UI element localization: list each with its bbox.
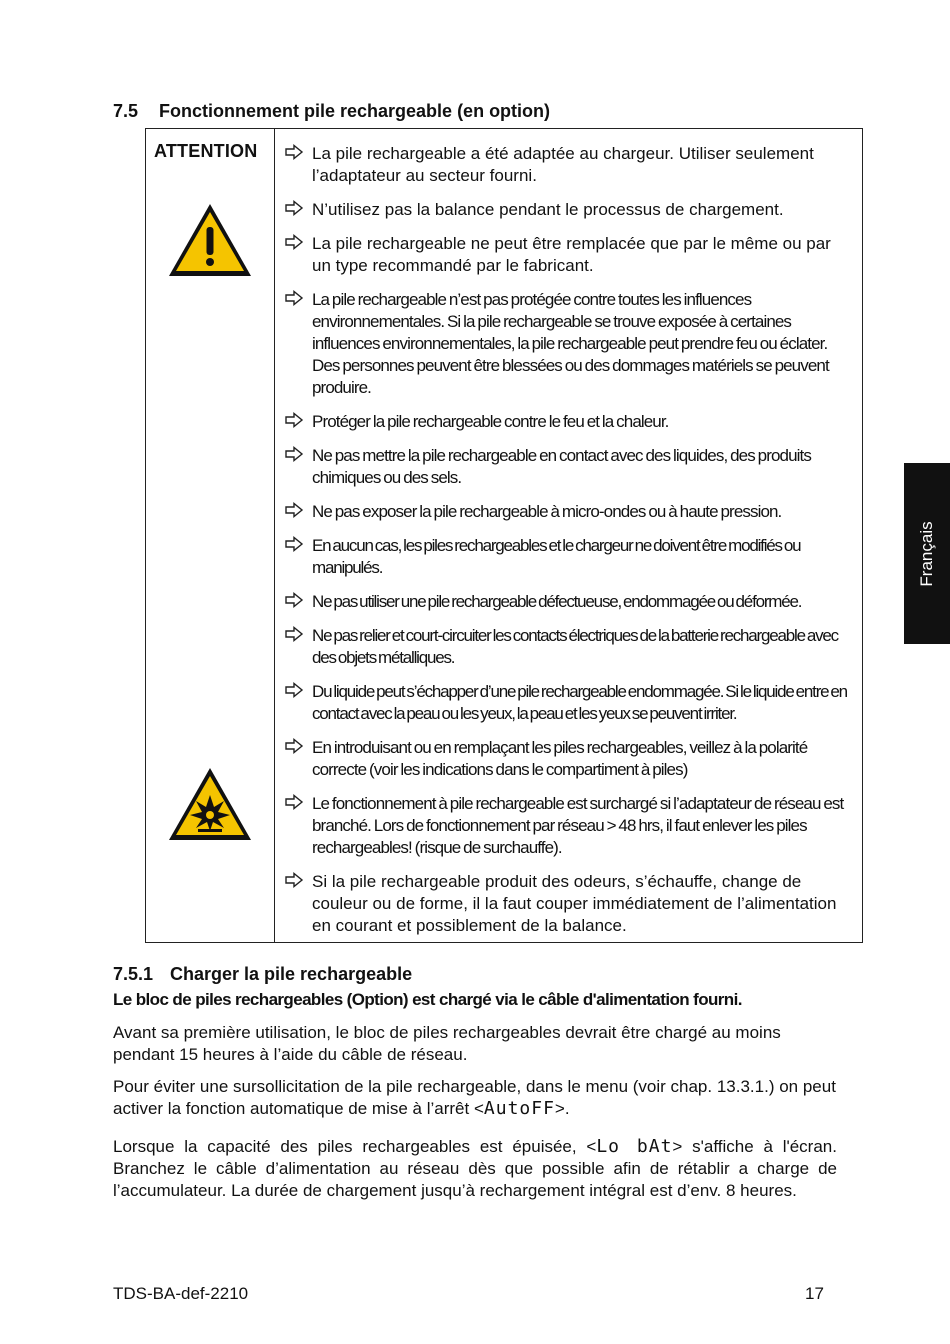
warning-text: La pile rechargeable n’est pas protégée contre toutes les influences environnementales. Si la pile rechargeable se trouve exposée à certaines influences environnementales, la pile rechargeable peut prendre feu ou éclater. Des personnes peuvent être blessées ou des dommages matériels se peuvent produire. <box>312 290 829 397</box>
hollow-arrow-icon <box>284 290 304 306</box>
paragraph-text: > s'affiche à l'écran. Branchez le câble d’alimentation au réseau dès que possible afin de rétablir a charge de l’accumulateur. La durée de chargement jusqu’à rechargement intégral est d’env. 8 heures. <box>113 1137 837 1200</box>
warning-text: Ne pas utiliser une pile rechargeable défectueuse, endommagée ou déformée. <box>312 592 802 611</box>
subsection-title: Charger la pile rechargeable <box>170 964 413 984</box>
language-tab-label: Français <box>917 520 936 587</box>
page-number: 17 <box>805 1284 824 1303</box>
paragraph-text: >. <box>554 1099 570 1118</box>
hollow-arrow-icon <box>284 682 304 698</box>
paragraph-first-use: Avant sa première utilisation, le bloc de piles rechargeables devrait être chargé au moins pendant 15 heures à l’aide du câble de réseau. <box>113 1023 781 1064</box>
hollow-arrow-icon <box>284 234 304 250</box>
hollow-arrow-icon <box>284 592 304 608</box>
warning-text: En aucun cas, les piles rechargeables et le chargeur ne doivent être modifiés ou manipulés. <box>312 536 801 577</box>
section-heading <box>113 101 550 122</box>
warning-text: Le fonctionnement à pile rechargeable est surchargé si l’adaptateur de réseau est branché. Lors de fonctionnement par réseau > 48 hrs, il faut enlever les piles rechargeables! (risque de surchauffe). <box>312 794 844 857</box>
hollow-arrow-icon <box>284 446 304 462</box>
display-autoff: AutoFF <box>483 1098 555 1119</box>
warning-text: Si la pile rechargeable produit des odeurs, s’échauffe, change de couleur ou de forme, il la faut couper immédiatement de l’alimentation en courant et possiblement de la balance. <box>312 872 837 935</box>
paragraph-auto-off <box>113 1076 837 1120</box>
footer-doc-id: TDS-BA-def-2210 <box>113 1284 249 1303</box>
warning-exclamation-icon <box>166 201 254 279</box>
hollow-arrow-icon <box>284 144 304 160</box>
warning-box <box>145 128 863 943</box>
hollow-arrow-icon <box>284 626 304 642</box>
attention-label: ATTENTION <box>154 141 258 161</box>
warning-text: N’utilisez pas la balance pendant le processus de chargement. <box>312 200 784 219</box>
warning-text: Ne pas exposer la pile rechargeable à micro-ondes ou à haute pression. <box>312 502 782 521</box>
section-title: Fonctionnement pile rechargeable (en option) <box>159 101 551 121</box>
paragraph-text: Lorsque la capacité des piles rechargeables est épuisée, < <box>113 1137 597 1156</box>
warning-text: En introduisant ou en remplaçant les piles rechargeables, veillez à la polarité correcte (voir les indications dans le compartiment à piles) <box>312 738 808 779</box>
warning-divider <box>274 129 275 942</box>
hollow-arrow-icon <box>284 738 304 754</box>
warning-text: La pile rechargeable a été adaptée au chargeur. Utiliser seulement l’adaptateur au secteur fourni. <box>312 144 814 185</box>
explosion-hazard-icon <box>166 765 254 843</box>
warning-text: Protéger la pile rechargeable contre le feu et la chaleur. <box>312 412 669 431</box>
paragraph-low-battery <box>113 1136 837 1202</box>
hollow-arrow-icon <box>284 200 304 216</box>
subsection-heading <box>113 964 412 985</box>
subsection-number: 7.5.1 <box>113 964 154 984</box>
paragraph-text: Pour éviter une sursollicitation de la pile rechargeable, dans le menu (voir chap. 13.3.1.) on peut activer la fonction automatique de mise à l’arrêt < <box>113 1077 836 1118</box>
hollow-arrow-icon <box>284 412 304 428</box>
language-tab <box>904 463 950 644</box>
warning-text: Ne pas mettre la pile rechargeable en contact avec des liquides, des produits chimiques ou des sels. <box>312 446 811 487</box>
warning-text: Du liquide peut s’échapper d’une pile rechargeable endommagée. Si le liquide entre en contact avec la peau ou les yeux, la peau et les yeux se peuvent irriter. <box>312 682 847 723</box>
hollow-arrow-icon <box>284 872 304 888</box>
hollow-arrow-icon <box>284 502 304 518</box>
hollow-arrow-icon <box>284 536 304 552</box>
warning-text: Ne pas relier et court-circuiter les contacts électriques de la batterie rechargeable avec des objets métalliques. <box>312 626 838 667</box>
display-lobat: Lo bAt <box>596 1136 673 1157</box>
warning-text: La pile rechargeable ne peut être remplacée que par le même ou par un type recommandé par le fabricant. <box>312 234 831 275</box>
section-number: 7.5 <box>113 101 139 121</box>
charging-note: Le bloc de piles rechargeables (Option) est chargé via le câble d'alimentation fourni. <box>113 990 742 1009</box>
hollow-arrow-icon <box>284 794 304 810</box>
